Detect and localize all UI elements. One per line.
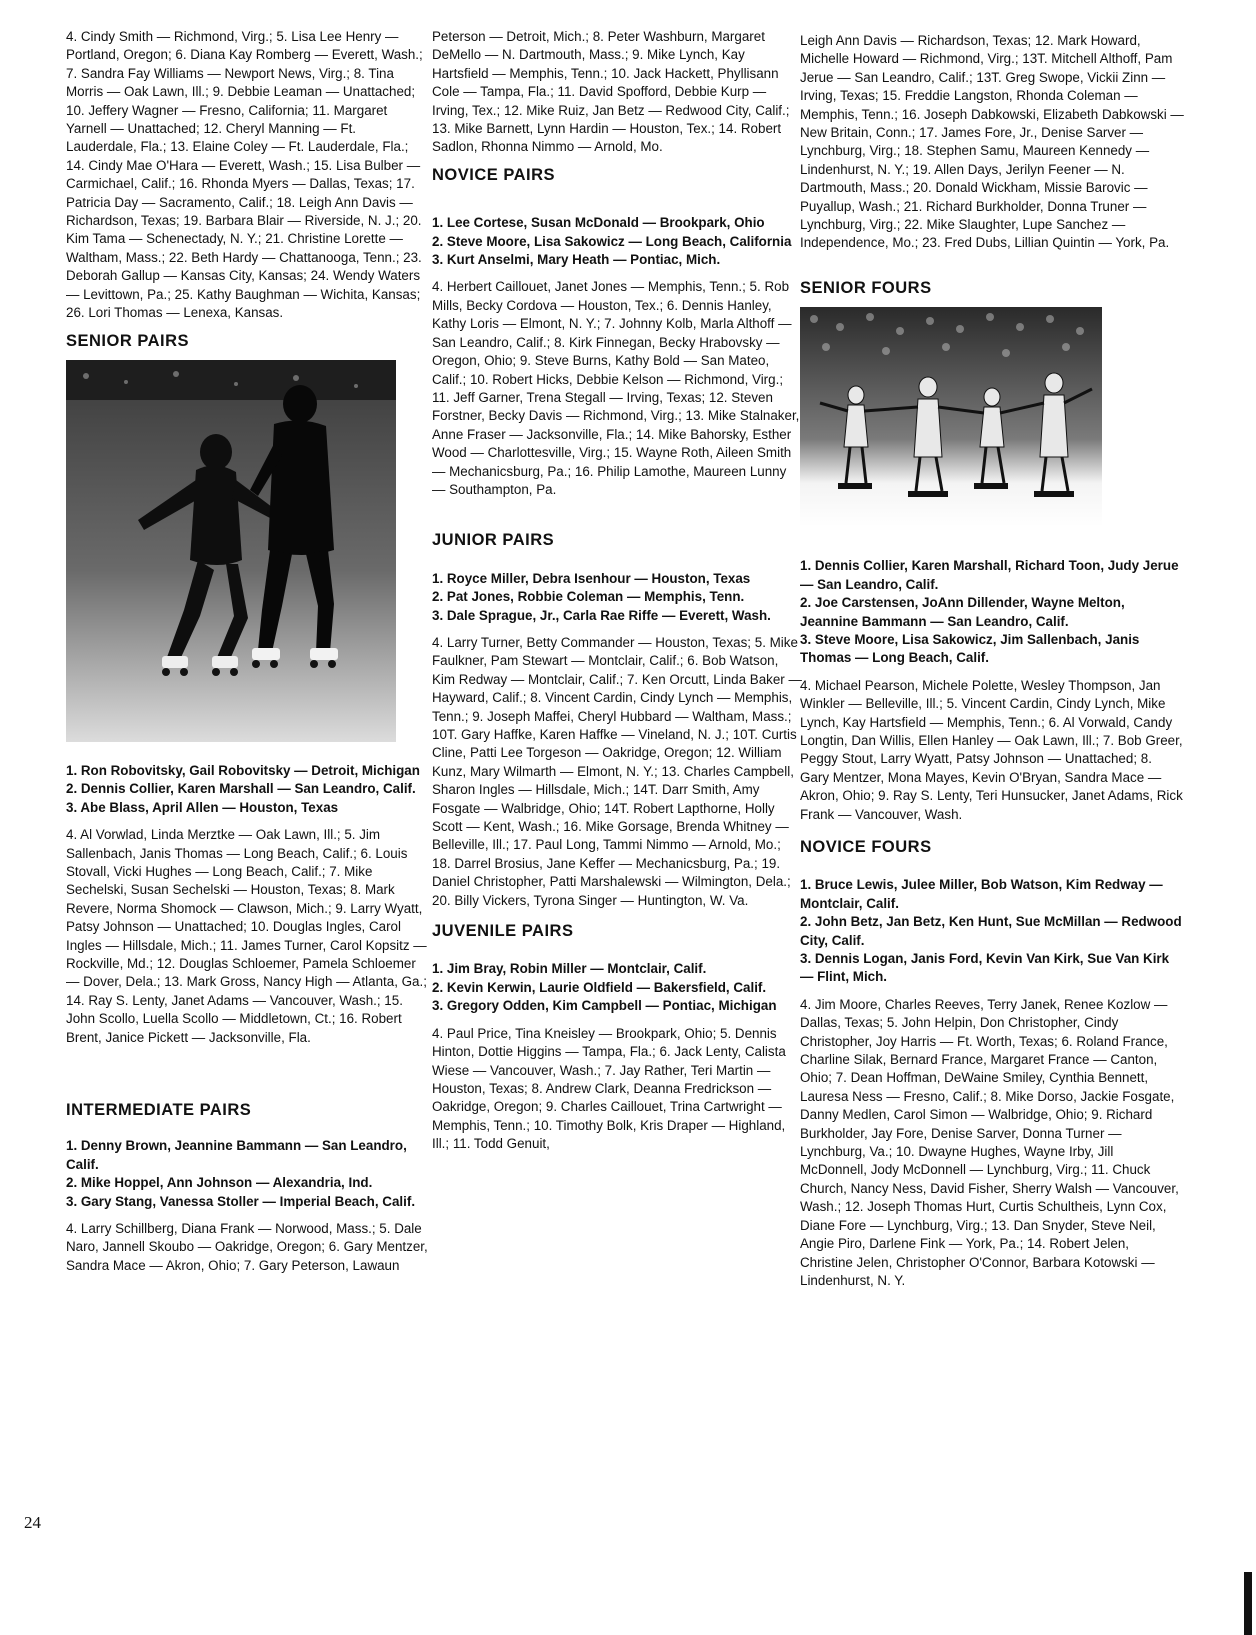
senior-fours-photo <box>800 307 1102 527</box>
novice-fours-top-three <box>800 876 1184 986</box>
placement-second: 2. Mike Hoppel, Ann Johnson — Alexandria, Ind. <box>66 1175 373 1191</box>
placement-third: 3. Abe Blass, April Allen — Houston, Texas <box>66 799 339 815</box>
section-heading-novice-pairs: NOVICE PAIRS <box>432 165 556 184</box>
placement-second: 2. Dennis Collier, Karen Marshall — San Leandro, Calif. <box>66 781 416 797</box>
column-left <box>66 28 430 1284</box>
senior-fours-top-three <box>800 557 1184 667</box>
placement-third: 3. Dennis Logan, Janis Ford, Kevin Van Kirk, Sue Van Kirk — Flint, Mich. <box>800 951 1170 985</box>
placement-second: 2. Joe Carstensen, JoAnn Dillender, Wayne Melton, Jeannine Bammann — San Leandro, Calif. <box>800 595 1125 629</box>
placement-first: 1. Lee Cortese, Susan McDonald — Brookpark, Ohio <box>432 215 765 231</box>
placement-first: 1. Jim Bray, Robin Miller — Montclair, Calif. <box>432 961 707 977</box>
section-heading-junior-pairs: JUNIOR PAIRS <box>432 531 555 550</box>
section-heading-senior-fours: SENIOR FOURS <box>800 278 932 297</box>
junior-pairs-top-three <box>432 570 802 625</box>
skating-four-image <box>800 307 1102 527</box>
juvenile-pairs-top-three <box>432 960 802 1015</box>
continued-results-text: 4. Cindy Smith — Richmond, Virg.; 5. Lisa Lee Henry — Portland, Oregon; 6. Diana Kay Romberg — Everett, Wash.; 7. Sandra Fay Williams — Newport News, Virg.; 8. Tina Morris — Oak Lawn, Ill.; 9. Debbie Leaman — Unattached; 10. Jeffery Wagner — Fresno, California; 11. Margaret Yarnell — Unattached; 12. Cheryl Manning — Ft. Lauderdale, Fla.; 13. Elaine Coley — Ft. Lauderdale, Fla.; 14. Cindy Mae O'Hara — Everett, Wash.; 15. Lisa Bulber — Carmichael, Calif.; 16. Rhonda Myers — Dallas, Texas; 17. Patricia Day — Sacramento, Calif.; 18. Leigh Ann Davis — Richardson, Texas; 19. Barbara Blair — Riverside, N. J.; 20. Kim Tama — Schenectady, N. Y.; 21. Christine Lorette — Waltham, Mass.; 22. Beth Hardy — Chattanooga, Tenn.; 23. Deborah Gallup — Kansas City, Kansas; 24. Wendy Waters — Levittown, Pa.; 25. Kathy Baughman — Wichita, Kansas; 26. Lori Thomas — Lenexa, Kansas. <box>66 29 423 321</box>
placement-third: 3. Steve Moore, Lisa Sakowicz, Jim Sallenbach, Janis Thomas — Long Beach, Calif. <box>800 631 1140 666</box>
placement-second: 2. Steve Moore, Lisa Sakowicz — Long Beach, California <box>432 233 792 249</box>
novice-pairs-top-three <box>432 214 802 269</box>
column-right <box>800 32 1184 1299</box>
continued-results-text: Leigh Ann Davis — Richardson, Texas; 12. Mark Howard, Michelle Howard — Richmond, Virg.; 13T. Mitchell Althoff, Pam Jerue — San Leandro, Calif.; 13T. Greg Swope, Vickii Zinn — Irving, Texas; 15. Freddie Langston, Rhonda Coleman — Memphis, Tenn.; 16. Joseph Dabkowski, Elizabeth Dabkowski — New Britain, Conn.; 17. James Fore, Jr., Denise Sarver — Lynchburg, Virg.; 18. Stephen Samu, Maureen Kennedy — Lindenhurst, N. Y.; 19. Allen Days, Jerilyn Feener — N. Dartmouth, Mass.; 20. Donald Wickham, Missie Barovic — Puyallup, Wash.; 21. Richard Burkholder, Donna Truner — Lynchburg, Virg.; 22. Mike Slaughter, Lupe Sanchez — Independence, Mo.; 23. Fred Dubs, Lillian Quintin — York, Pa. <box>800 33 1184 251</box>
placement-second: 2. John Betz, Jan Betz, Ken Hunt, Sue McMillan — Redwood City, Calif. <box>800 914 1182 948</box>
senior-pairs-top-three <box>66 762 430 817</box>
placement-first: 1. Bruce Lewis, Julee Miller, Bob Watson, Kim Redway — Montclair, Calif. <box>800 877 1163 911</box>
page-number: 24 <box>24 1513 41 1532</box>
placement-second: 2. Pat Jones, Robbie Coleman — Memphis, Tenn. <box>432 589 745 605</box>
column-middle <box>432 28 802 1163</box>
placement-third: 3. Gregory Odden, Kim Campbell — Pontiac, Michigan <box>432 998 777 1014</box>
section-heading-novice-fours: NOVICE FOURS <box>800 837 932 856</box>
novice-fours-results: 4. Jim Moore, Charles Reeves, Terry Janek, Renee Kozlow — Dallas, Texas; 5. John Helpin, Don Christopher, Cindy Christopher, Joy Harris — Ft. Worth, Texas; 6. Roland France, Charline Silak, Bernard France, Margaret France — Canton, Ohio; 7. Dean Hoffman, DeWaine Smiley, Cynthia Bennett, Lauresa Ness — Fresno, Calif.; 8. Mike Dorso, Jackie Fosgate, Danny Medlen, Carol Simon — Walbridge, Ohio; 9. Richard Burkholder, Jay Fore, Denise Sarver, Donna Turner — Lynchburg, Va.; 10. Dwayne Hughes, Wayne Irby, Jill McDonnell, Jody McDonnell — Lynchburg, Virg.; 11. Chuck Church, Nancy Ness, David Fisher, Sherry Walsh — Vancouver, Wash.; 12. Joseph Thomas Hurt, Curtis Schultheis, Lynn Cox, Diane Fore — Lynchburg, Virg.; 13. Dan Snyder, Steve Neil, Angie Piro, Darlene Fink — York, Pa.; 14. Robert Jelen, Christine Jelen, Christopher O'Connor, Barbara Kotowski — Lindenhurst, N. Y. <box>800 996 1179 1288</box>
placement-first: 1. Denny Brown, Jeannine Bammann — San Leandro, Calif. <box>66 1138 407 1172</box>
senior-fours-results: 4. Michael Pearson, Michele Polette, Wesley Thompson, Jan Winkler — Belleville, Ill.; 5. Vincent Cardin, Cindy Lynch, Mike Lynch, Kay Hartsfield — Memphis, Tenn.; 6. Al Vorwald, Candy Longtin, Dan Willis, Ellen Hanley — Oak Lawn, Ill.; 7. Bob Greer, Peggy Stout, Larry Wyatt, Patsy Johnson — Unattached; 8. Gary Mentzer, Mona Mayes, Kevin O'Bryan, Sandra Mace — Akron, Ohio; 9. Ray S. Lenty, Teri Hunsucker, Janet Adams, Rick Frank — Vancouver, Wash. <box>800 677 1183 822</box>
placement-third: 3. Gary Stang, Vanessa Stoller — Imperial Beach, Calif. <box>66 1193 416 1209</box>
intermediate-pairs-results: 4. Larry Schillberg, Diana Frank — Norwood, Mass.; 5. Dale Naro, Jannell Skoubo — Oakridge, Oregon; 6. Gary Mentzer, Sandra Mace — Akron, Ohio; 7. Gary Peterson, Lawaun <box>66 1221 428 1273</box>
scan-edge-mark <box>1244 1572 1252 1635</box>
junior-pairs-results: 4. Larry Turner, Betty Commander — Houston, Texas; 5. Mike Faulkner, Pam Stewart — Montclair, Calif.; 6. Bob Watson, Kim Redway — Montclair, Calif.; 7. Ken Orcutt, Linda Baker — Hayward, Calif.; 8. Vincent Cardin, Cindy Lynch — Memphis, Tenn.; 9. Joseph Maffei, Cheryl Hubbard — Waltham, Mass.; 10T. Gary Haffke, Karen Haffke — Vineland, N. J.; 10T. Curtis Cline, Patti Lee Torgeson — Oakridge, Oregon; 12. William Kunz, Mary Wilmarth — Elmont, N. Y.; 13. Charles Campbell, Sharon Ingles — Hillsdale, Mich.; 14T. Darr Smith, Amy Fosgate — Walbridge, Ohio; 14T. Robert Lapthorne, Holly Scott — Kent, Wash.; 16. Mike Gorsage, Brenda Whitney — Belleville, Ill.; 17. Paul Long, Tammi Nimmo — Arnold, Mo.; 18. Darrel Brosius, Jane Keffer — Mechanicsburg, Pa.; 19. Daniel Christopher, Patti Marshalewski — Wilmington, Dela.; 20. Billy Vickers, Tyrona Singer — Huntington, W. Va. <box>432 634 802 908</box>
placement-third: 3. Kurt Anselmi, Mary Heath — Pontiac, Mich. <box>432 252 721 268</box>
placement-third: 3. Dale Sprague, Jr., Carla Rae Riffe — Everett, Wash. <box>432 607 771 623</box>
intermediate-pairs-top-three <box>66 1137 430 1211</box>
section-heading-juvenile-pairs: JUVENILE PAIRS <box>432 922 574 941</box>
section-heading-senior-pairs: SENIOR PAIRS <box>66 331 190 350</box>
placement-second: 2. Kevin Kerwin, Laurie Oldfield — Bakersfield, Calif. <box>432 979 767 995</box>
novice-pairs-results: 4. Herbert Caillouet, Janet Jones — Memphis, Tenn.; 5. Rob Mills, Becky Cordova — Houston, Tex.; 6. Dennis Hanley, Kathy Loris — Elmont, N. Y.; 7. Johnny Kolb, Marla Althoff — San Leandro, Calif.; 8. Kirk Finnegan, Becky Hrabovsky — Oregon, Ohio; 9. Steve Burns, Kathy Bold — San Mateo, Calif.; 10. Robert Hicks, Debbie Kelson — Richmond, Virg.; 11. Jeff Garner, Trena Stegall — Irving, Texas; 12. Steven Forstner, Becky Davis — Richmond, Virg.; 13. Mike Stalnaker, Anne Fraser — Jacksonville, Fla.; 14. Mike Bahorsky, Esther Wood — Charlottesville, Virg.; 15. Wayne Roth, Aileen Smith — Mechanicsburg, Pa.; 16. Philip Lamothe, Maureen Lunny — Southampton, Pa. <box>432 279 800 497</box>
continued-results-text: Peterson — Detroit, Mich.; 8. Peter Washburn, Margaret DeMello — N. Dartmouth, Mass.; 9. Mike Lynch, Kay Hartsfield — Memphis, Tenn.; 10. Jack Hackett, Phyllisann Cole — Tampa, Fla.; 11. David Spofford, Debbie Kurp — Irving, Tex.; 12. Mike Ruiz, Jan Betz — Redwood City, Calif.; 13. Mike Barnett, Lynn Hardin — Houston, Tex.; 14. Robert Sadlon, Rhonna Nimmo — Arnold, Mo. <box>432 29 790 155</box>
section-heading-intermediate-pairs: INTERMEDIATE PAIRS <box>66 1101 252 1119</box>
juvenile-pairs-results: 4. Paul Price, Tina Kneisley — Brookpark, Ohio; 5. Dennis Hinton, Dottie Higgins — Tampa, Fla.; 6. Jack Lenty, Calista Wiese — Vancouver, Wash.; 7. Jay Rather, Teri Martin — Houston, Texas; 8. Andrew Clark, Deanna Fredrickson — Oakridge, Oregon; 9. Charles Caillouet, Trina Cartwright — Memphis, Tenn.; 10. Timothy Bolk, Kris Draper — Highland, Ill.; 11. Todd Genuit, <box>432 1025 786 1152</box>
senior-pairs-photo <box>66 360 396 742</box>
skating-pair-image <box>66 360 396 742</box>
placement-first: 1. Dennis Collier, Karen Marshall, Richard Toon, Judy Jerue — San Leandro, Calif. <box>800 558 1179 592</box>
placement-first: 1. Ron Robovitsky, Gail Robovitsky — Detroit, Michigan <box>66 762 420 778</box>
senior-pairs-results: 4. Al Vorwlad, Linda Merztke — Oak Lawn, Ill.; 5. Jim Sallenbach, Janis Thomas — Long Beach, Calif.; 6. Louis Stovall, Vicki Hughes — Long Beach, Calif.; 7. Mike Sechelski, Susan Sechelski — Houston, Texas; 8. Mark Revere, Norma Shomock — Clawson, Mich.; 9. Larry Wyatt, Patsy Johnson — Unattached; 10. Douglas Ingles, Carol Ingles — Hillsdale, Mich.; 11. James Turner, Carol Kopsitz — Rockville, Md.; 12. Douglas Schloemer, Pamela Schloemer — Dover, Dela.; 13. Mark Gross, Nancy High — Atlanta, Ga.; 14. Ray S. Lenty, Janet Adams — Vancouver, Wash.; 15. John Scollo, Luella Scollo — Middletown, Ct.; 16. Robert Brent, Janice Pickett — Jacksonville, Fla. <box>66 827 427 1045</box>
placement-first: 1. Royce Miller, Debra Isenhour — Houston, Texas <box>432 570 751 586</box>
